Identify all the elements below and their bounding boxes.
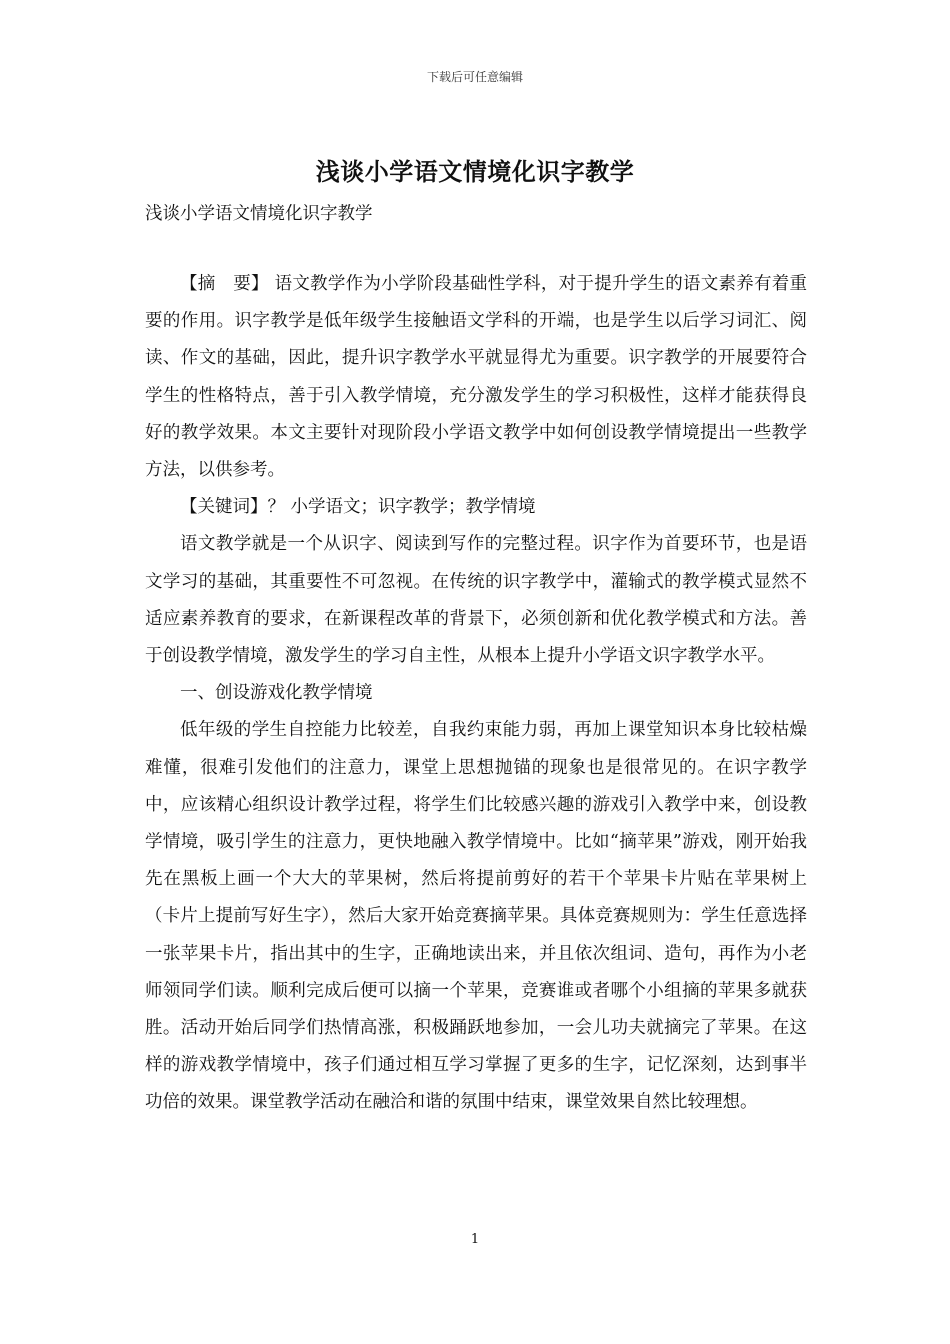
document-title: 浅谈小学语文情境化识字教学 bbox=[315, 157, 635, 186]
header-note: 下载后可任意编辑 bbox=[426, 70, 523, 84]
intro-paragraph: 语文教学就是一个从识字、阅读到写作的完整过程。识字作为首要环节，也是语文学习的基础，其重要性不可忽视。在传统的识字教学中，灌输式的教学模式显然不适应素养教育的要求，在新课程改革的背景下，必须创新和优化教学模式和方法。善于创设教学情境，激发学生的学习自主性，从根本上提升小学语文识字教学水平。 bbox=[145, 534, 807, 667]
page-number: 1 bbox=[470, 1232, 480, 1247]
section-paragraph: 低年级的学生自控能力比较差，自我约束能力弱，再加上课堂知识本身比较枯燥难懂，很难引发他们的注意力，课堂上思想抛锚的现象也是很常见的。在识字教学中，应该精心组织设计教学过程，将学生们比较感兴趣的游戏引入教学中来，创设教学情境，吸引学生的注意力，更快地融入教学情境中。比如“摘苹果”游戏，刚开始我先在黑板上画一个大大的苹果树，然后将提前剪好的若干个苹果卡片贴在苹果树上（卡片上提前写好生字），然后大家开始竞赛摘苹果。具体竞赛规则为：学生任意选择一张苹果卡片，指出其中的生字，正确地读出来，并且依次组词、造句，再作为小老师领同学们读。顺利完成后便可以摘一个苹果，竞赛谁或者哪个小组摘的苹果多就获胜。活动开始后同学们热情高涨，积极踊跃地参加，一会儿功夫就摘完了苹果。在这样的游戏教学情境中，孩子们通过相互学习掌握了更多的生字，记忆深刻，达到事半功倍的效果。课堂教学活动在融洽和谐的氛围中结束，课堂效果自然比较理想。 bbox=[145, 720, 807, 1113]
document-subtitle: 浅谈小学语文情境化识字教学 bbox=[145, 204, 373, 224]
abstract-paragraph: 【摘 要】 语文教学作为小学阶段基础性学科，对于提升学生的语文素养有着重要的作用。识字教学是低年级学生接触语文学科的开端，也是学生以后学习词汇、阅读、作文的基础，因此，提升识字教学水平就显得尤为重要。识字教学的开展要符合学生的性格特点，善于引入教学情境，充分激发学生的学习积极性，这样才能获得良好的教学效果。本文主要针对现阶段小学语文教学中如何创设教学情境提出一些教学方法，以供参考。 bbox=[145, 274, 807, 481]
document-body bbox=[145, 266, 807, 1122]
keywords-paragraph: 【关键词】？ 小学语文；识字教学；教学情境 bbox=[180, 497, 536, 518]
section-heading: 一、创设游戏化教学情境 bbox=[180, 683, 373, 704]
